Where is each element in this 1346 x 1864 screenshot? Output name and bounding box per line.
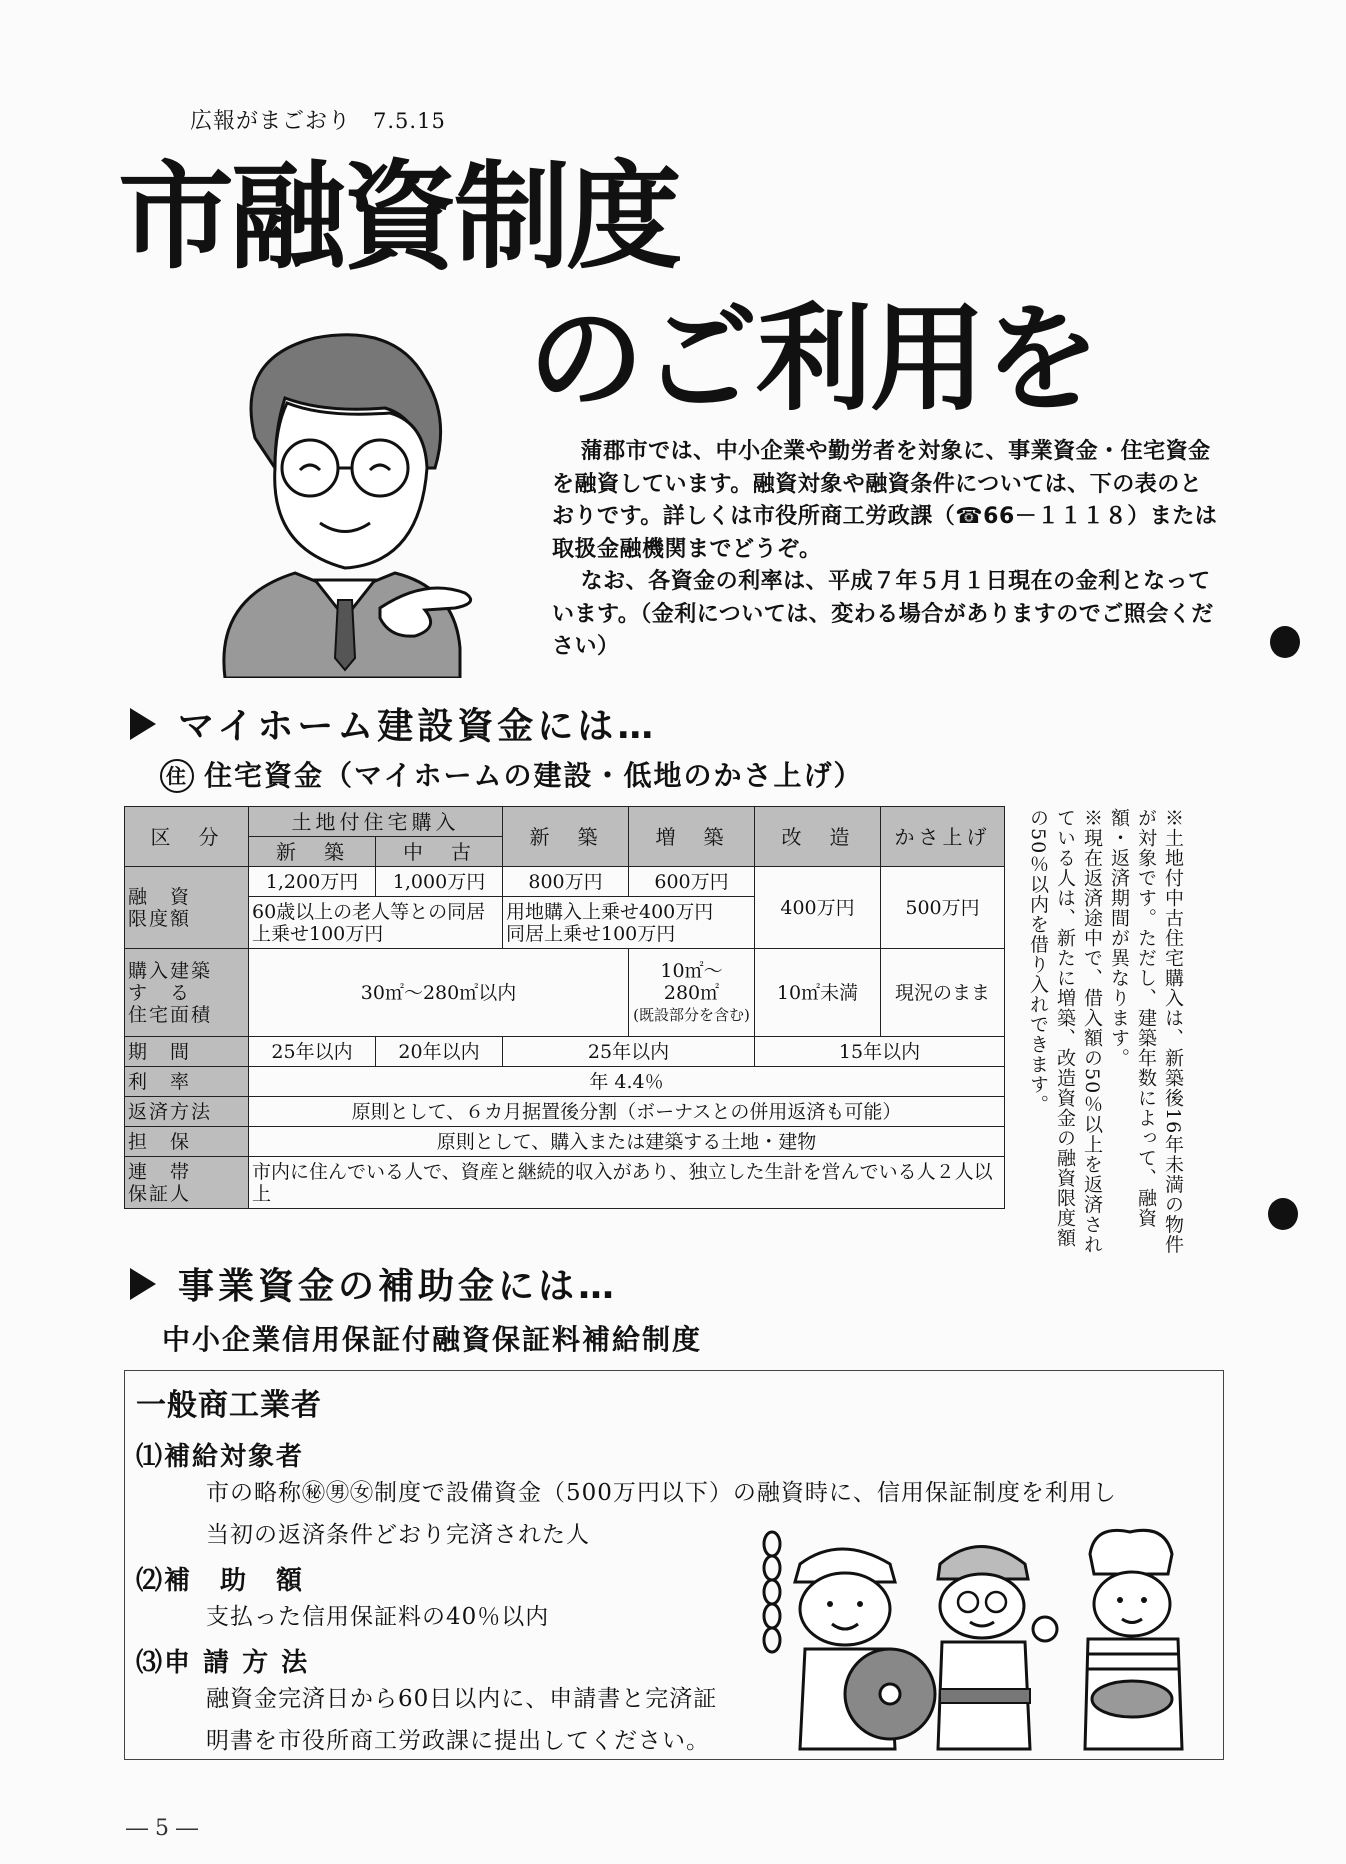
triangle-bullet-icon xyxy=(130,1268,156,1300)
row-label-floor-area: 購入建築 す る 住宅面積 xyxy=(125,949,249,1037)
cell-limit-note-right: 用地購入上乗せ400万円 同居上乗せ100万円 xyxy=(503,897,755,949)
row-label-rate: 利 率 xyxy=(125,1067,249,1097)
publication-header xyxy=(190,104,446,135)
businessman-illustration xyxy=(195,318,495,678)
margin-hole-mark xyxy=(1270,626,1300,658)
area-extension-value: 10㎡～ 280㎡ xyxy=(660,959,723,1004)
cell-limit-raise: 500万円 xyxy=(881,867,1005,949)
cell-area-renovation: 10㎡未満 xyxy=(755,949,881,1037)
row-label-collateral: 担 保 xyxy=(125,1127,249,1157)
cell-limit-extension: 600万円 xyxy=(629,867,755,897)
subheading-housing-fund: 住 住宅資金（マイホームの建設・低地のかさ上げ） xyxy=(160,754,863,794)
side-note-1: ※土地付中古住宅購入は、新築後16年未満の物件が対象です。ただし、建築年数によって、融資額・返済期間が異なります。 xyxy=(1108,808,1184,1255)
page-title-line1: 市融資制度 xyxy=(118,150,678,285)
section-heading-business: 事業資金の補助金には… xyxy=(130,1258,618,1309)
box-title: 一般商工業者 xyxy=(136,1388,322,1423)
publication-date: 7.5.15 xyxy=(373,109,446,133)
area-extension-note: (既設部分を含む) xyxy=(633,1005,750,1024)
cell-limit-new: 800万円 xyxy=(503,867,629,897)
page-title-line2: のご利用を xyxy=(528,292,1098,427)
table-header-extension: 増 築 xyxy=(629,807,755,867)
cell-area-raise: 現況のまま xyxy=(881,949,1005,1037)
item2-heading: ⑵補 助 額 xyxy=(136,1566,305,1596)
cell-period-mid: 25年以内 xyxy=(503,1037,755,1067)
item1-text-line1: 市の略称㊙㊚㊛制度で設備資金（500万円以下）の融資時に、信用保証制度を利用し xyxy=(206,1480,1117,1506)
item3-heading: ⑶申 請 方 法 xyxy=(136,1648,310,1678)
publication-name: 広報がまごおり xyxy=(190,109,352,134)
section-heading-housing: マイホーム建設資金には… xyxy=(130,698,657,749)
table-header-land-house: 土地付住宅購入 xyxy=(249,807,503,837)
cell-guarantor: 市内に住んでいる人で、資産と継続的収入があり、独立した生計を営んでいる人２人以上 xyxy=(249,1157,1005,1209)
table-header-land-used: 中 古 xyxy=(376,837,503,867)
circled-ju-icon: 住 xyxy=(160,759,194,793)
row-label-repayment: 返済方法 xyxy=(125,1097,249,1127)
cell-limit-land-used: 1,000万円 xyxy=(376,867,503,897)
cell-period-right: 15年以内 xyxy=(755,1037,1005,1067)
cell-limit-note-left: 60歳以上の老人等との同居上乗せ100万円 xyxy=(249,897,503,949)
cell-area-main: 30㎡～280㎡以内 xyxy=(249,949,629,1037)
intro-text xyxy=(552,436,1222,664)
cell-limit-land-new: 1,200万円 xyxy=(249,867,376,897)
page-number: ― 5 ― xyxy=(126,1816,198,1841)
cell-collateral: 原則として、購入または建築する土地・建物 xyxy=(249,1127,1005,1157)
cell-rate: 年 4.4％ xyxy=(249,1067,1005,1097)
intro-paragraph-1: 蒲郡市では、中小企業や勤労者を対象に、事業資金・住宅資金を融資しています。融資対象や融資条件については、下の表のとおりです。詳しくは市役所商工労政課（☎66－１１１８）または取扱金融機関までどうぞ。 xyxy=(552,439,1218,562)
table-header-raise: かさ上げ xyxy=(881,807,1005,867)
cell-repayment: 原則として、６カ月据置後分割（ボーナスとの併用返済も可能） xyxy=(249,1097,1005,1127)
intro-paragraph-2: なお、各資金の利率は、平成７年５月１日現在の金利となっています。（金利については、変わる場合がありますのでご照会ください） xyxy=(552,569,1214,659)
row-label-loan-limit: 融 資 限度額 xyxy=(125,867,249,949)
cell-limit-renovation: 400万円 xyxy=(755,867,881,949)
table-header-land-new: 新 築 xyxy=(249,837,376,867)
housing-loan-table xyxy=(124,806,1005,1209)
side-notes xyxy=(1024,808,1186,1258)
cell-period-land-used: 20年以内 xyxy=(376,1037,503,1067)
margin-hole-mark xyxy=(1268,1198,1298,1230)
subheading-guarantee-subsidy: 中小企業信用保証付融資保証料補給制度 xyxy=(162,1323,703,1356)
item2-text: 支払った信用保証料の40％以内 xyxy=(206,1604,550,1630)
cell-period-land-new: 25年以内 xyxy=(249,1037,376,1067)
triangle-bullet-icon xyxy=(130,708,156,740)
item1-text-line2: 当初の返済条件どおり完済された人 xyxy=(206,1522,590,1548)
row-label-guarantor: 連 帯 保証人 xyxy=(125,1157,249,1209)
workers-illustration xyxy=(750,1524,1220,1754)
item1-heading: ⑴補給対象者 xyxy=(136,1442,305,1472)
cell-area-extension xyxy=(629,949,755,1037)
item3-text-line1: 融資金完済日から60日以内に、申請書と完済証 xyxy=(206,1686,718,1712)
side-note-2: ※現在返済途中で、借入額の50％以上を返済されている人は、新たに増築、改造資金の融資限度額の50％以内を借り入れできます。 xyxy=(1027,808,1103,1255)
row-label-period: 期 間 xyxy=(125,1037,249,1067)
table-header-renovation: 改 造 xyxy=(755,807,881,867)
table-header-new-build: 新 築 xyxy=(503,807,629,867)
item3-text-line2: 明書を市役所商工労政課に提出してください。 xyxy=(206,1728,710,1754)
table-header-kubun: 区 分 xyxy=(125,807,249,867)
